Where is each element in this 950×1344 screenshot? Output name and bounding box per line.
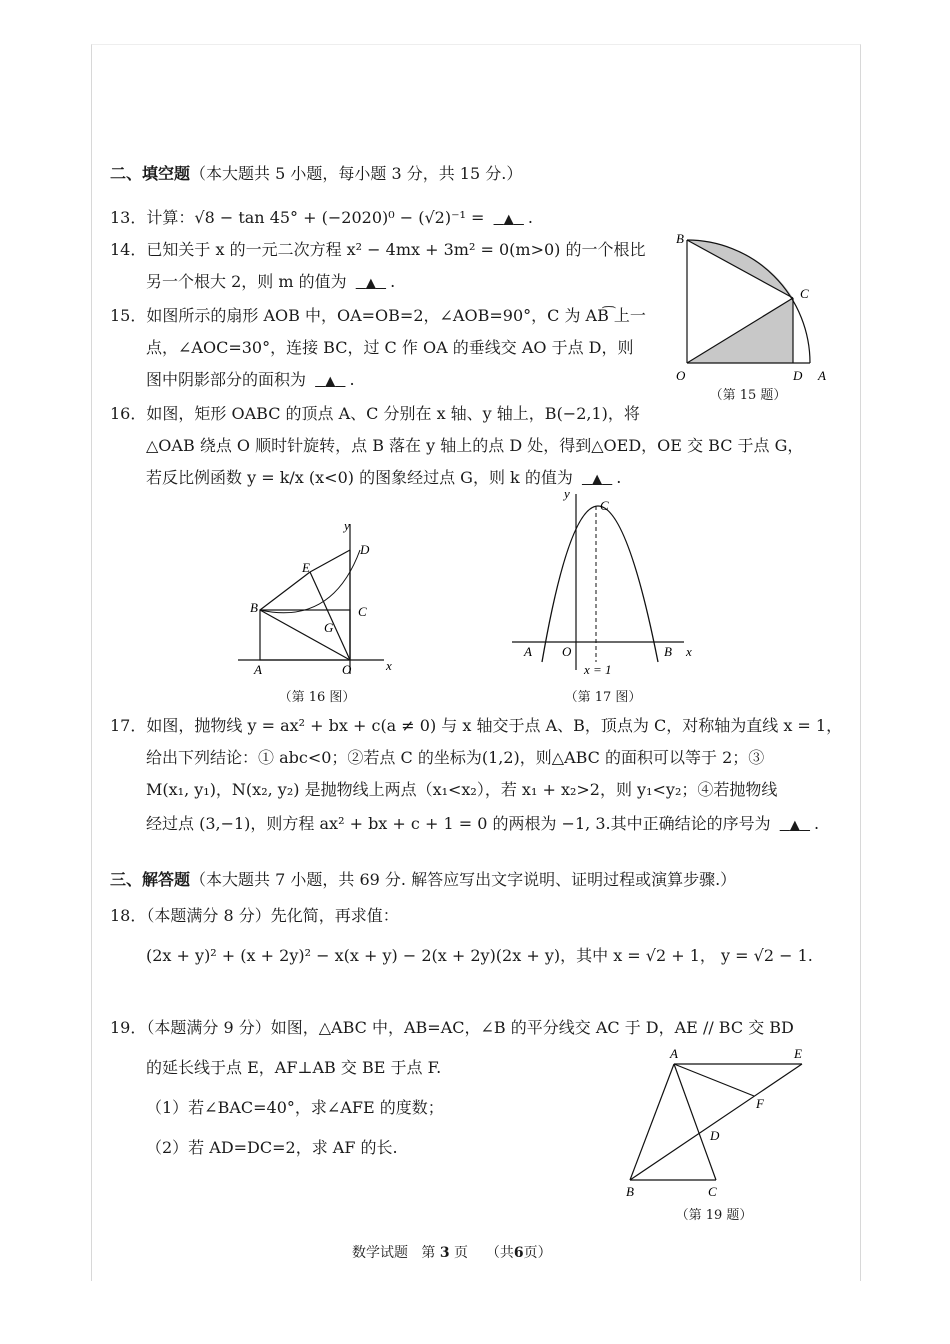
question-19-part-2 xyxy=(146,1138,398,1158)
label-f: F xyxy=(756,1096,764,1111)
label-b: B xyxy=(664,644,672,659)
figure-19-caption: （第 19 题） xyxy=(675,1208,753,1223)
question-19-line-2 xyxy=(146,1058,441,1078)
parabola-curve xyxy=(542,506,658,662)
section-3-title: 三、解答题 xyxy=(110,870,191,889)
q15-number: 15． xyxy=(110,306,147,325)
label-y: y xyxy=(564,486,570,501)
question-14-cont: 另一个根大 2，则 m 的值为 ▲ . xyxy=(146,272,395,294)
label-e: E xyxy=(302,560,310,575)
footer-total-prefix: （共 xyxy=(485,1245,514,1261)
q16-line-1: 如图，矩形 OABC 的顶点 A、C 分别在 x 轴、y 轴上，B(−2,1)，将 xyxy=(146,404,640,423)
q18-number: 18． xyxy=(110,906,147,925)
question-15 xyxy=(110,306,646,326)
label-o: O xyxy=(676,368,686,383)
question-15-line-3: 图中阴影部分的面积为 ▲ . xyxy=(146,370,355,392)
q17-line-3: M(x₁, y₁)，N(x₂, y₂) 是抛物线上两点（x₁<x₂），若 x₁ + x₂>2，则 y₁<y₂；④若抛物线 xyxy=(146,780,778,799)
label-axis-equation: x = 1 xyxy=(584,662,612,677)
label-x: x xyxy=(386,658,392,673)
question-19-part-1 xyxy=(146,1098,444,1118)
q19-part-1: （1）若∠BAC=40°，求∠AFE 的度数； xyxy=(146,1098,444,1117)
figure-19-triangle xyxy=(618,1040,818,1200)
answer-blank-triangle: ▲ xyxy=(325,374,336,389)
diagonal-ob xyxy=(260,610,350,660)
label-g: G xyxy=(324,620,334,635)
q19-line-1: （本题满分 9 分）如图，△ABC 中，AB=AC，∠B 的平分线交 AC 于 D，AE // BC 交 BD xyxy=(146,1018,794,1037)
label-b: B xyxy=(676,231,684,246)
q13-text: 计算：√8 − tan 45° + (−2020)⁰ − (√2)⁻¹ = xyxy=(146,208,485,227)
q13-number: 13． xyxy=(110,208,147,227)
q18-heading: （本题满分 8 分）先化简，再求值： xyxy=(146,906,399,925)
section-2-note: （本大题共 5 小题，每小题 3 分，共 15 分.） xyxy=(190,164,523,183)
answer-blank xyxy=(352,272,390,294)
footer-subject: 数学试题 xyxy=(352,1245,408,1261)
q19-number: 19． xyxy=(110,1018,147,1037)
answer-blank-triangle: ▲ xyxy=(365,276,376,291)
section-2-title: 二、填空题 xyxy=(110,164,191,183)
question-17-line-2 xyxy=(146,748,764,768)
figure-17-caption: （第 17 图） xyxy=(564,690,642,705)
q14-number: 14． xyxy=(110,240,147,259)
segment-af xyxy=(674,1064,754,1096)
question-13: 13．计算：√8 − tan 45° + (−2020)⁰ − (√2)⁻¹ = ▲ . xyxy=(110,208,533,230)
q19-line-2: 的延长线于点 E，AF⊥AB 交 BE 于点 F. xyxy=(146,1058,442,1077)
question-18 xyxy=(110,906,399,926)
question-18-expression xyxy=(146,946,813,966)
page-footer xyxy=(352,1242,552,1262)
q15-line-3: 图中阴影部分的面积为 xyxy=(146,370,307,389)
label-c: C xyxy=(708,1184,717,1199)
segment-be xyxy=(260,572,310,610)
label-x: x xyxy=(686,644,692,659)
figure-15-sector xyxy=(672,228,842,386)
question-16-line-3: 若反比例函数 y = k/x (x<0) 的图象经过点 G，则 k 的值为 ▲ . xyxy=(146,468,621,490)
question-15-line-2 xyxy=(146,338,634,358)
q14-line-2: 另一个根大 2，则 m 的值为 xyxy=(146,272,347,291)
figure-17-parabola xyxy=(508,486,698,680)
answer-blank-triangle: ▲ xyxy=(592,472,603,487)
rotation-arc xyxy=(260,550,360,613)
figure-16-rectangle-rotation xyxy=(232,514,402,680)
label-a: A xyxy=(254,662,262,677)
label-d: D xyxy=(710,1128,720,1143)
figure-16-caption: （第 16 图） xyxy=(278,690,356,705)
q16-line-3: 若反比例函数 y = k/x (x<0) 的图象经过点 G，则 k 的值为 xyxy=(146,468,573,487)
figure-15-caption: （第 15 题） xyxy=(709,388,787,403)
q15-line-2: 点，∠AOC=30°，连接 BC，过 C 作 OA 的垂线交 AO 于点 D，则 xyxy=(146,338,634,357)
label-a: A xyxy=(524,644,532,659)
label-b: B xyxy=(250,600,258,615)
question-19 xyxy=(110,1018,794,1038)
label-a: A xyxy=(670,1046,678,1061)
segment-ed xyxy=(310,550,350,572)
footer-page-suffix: 页 xyxy=(454,1245,469,1261)
q16-line-2: △OAB 绕点 O 顺时针旋转，点 B 落在 y 轴上的点 D 处，得到△OED，OE 交 BC 于点 G， xyxy=(146,436,804,455)
label-c: C xyxy=(600,498,609,513)
q17-line-4: 经过点 (3,−1)，则方程 ax² + bx + c + 1 = 0 的两根为 −1, 3.其中正确结论的序号为 xyxy=(146,814,771,833)
question-14 xyxy=(110,240,645,260)
question-17-line-3 xyxy=(146,780,777,800)
q17-line-2: 给出下列结论：① abc<0；②若点 C 的坐标为(1,2)，则△ABC 的面积可以等于 2；③ xyxy=(146,748,765,767)
q14-line-1: 已知关于 x 的一元二次方程 x² − 4mx + 3m² = 0(m>0) 的一个根比 xyxy=(146,240,646,259)
label-a: A xyxy=(818,368,826,383)
section-3-note: （本大题共 7 小题，共 69 分. 解答应写出文字说明、证明过程或演算步骤.） xyxy=(190,870,737,889)
side-ac xyxy=(674,1064,716,1180)
question-17 xyxy=(110,716,842,736)
segment-bc xyxy=(687,240,793,298)
label-d: D xyxy=(793,368,803,383)
label-c: C xyxy=(800,286,809,301)
section-3-heading xyxy=(110,870,736,890)
question-16 xyxy=(110,404,640,424)
side-ab xyxy=(630,1064,674,1180)
footer-page-prefix: 第 xyxy=(421,1245,436,1261)
label-d: D xyxy=(360,542,370,557)
label-o: O xyxy=(342,662,352,677)
answer-blank xyxy=(311,370,349,392)
segment-oe xyxy=(310,572,350,660)
label-e: E xyxy=(794,1046,802,1061)
answer-blank xyxy=(490,208,528,230)
footer-page-number: 3 xyxy=(439,1245,450,1261)
q16-number: 16． xyxy=(110,404,147,423)
answer-blank xyxy=(776,814,814,836)
label-c: C xyxy=(358,604,367,619)
q18-expression: (2x + y)² + (x + 2y)² − x(x + y) − 2(x + 2y)(2x + y)，其中 x = √2 + 1， y = √2 − 1. xyxy=(146,946,813,965)
label-y: y xyxy=(344,518,350,533)
section-2-heading xyxy=(110,164,522,184)
label-o: O xyxy=(562,644,572,659)
label-b: B xyxy=(626,1184,634,1199)
footer-total-pages: 6 xyxy=(513,1245,524,1261)
answer-blank-triangle: ▲ xyxy=(789,818,800,833)
answer-blank-triangle: ▲ xyxy=(503,212,514,227)
footer-total-suffix: 页） xyxy=(523,1245,552,1261)
question-17-line-4: 经过点 (3,−1)，则方程 ax² + bx + c + 1 = 0 的两根为 −1, 3.其中正确结论的序号为 ▲ . xyxy=(146,814,819,836)
q17-number: 17． xyxy=(110,716,147,735)
question-16-line-2 xyxy=(146,436,803,456)
q17-line-1: 如图，抛物线 y = ax² + bx + c(a ≠ 0) 与 x 轴交于点 A、B，顶点为 C，对称轴为直线 x = 1， xyxy=(146,716,843,735)
q15-line-1: 如图所示的扇形 AOB 中，OA=OB=2，∠AOB=90°，C 为 AB͡ 上一 xyxy=(146,306,646,325)
q19-part-2: （2）若 AD=DC=2，求 AF 的长. xyxy=(146,1138,398,1157)
